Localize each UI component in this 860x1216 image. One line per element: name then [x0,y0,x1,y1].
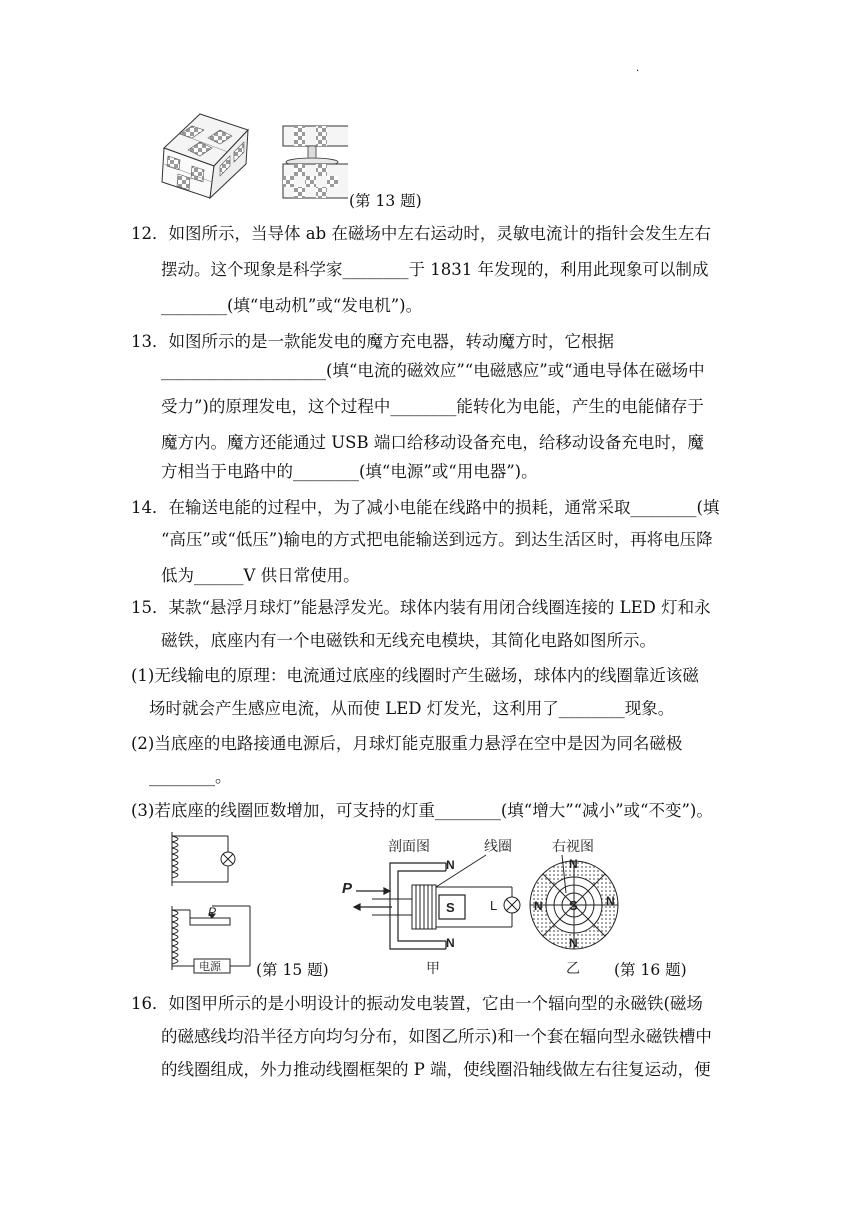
q13-line-4: 魔方内。魔方还能通过 USB 端口给移动设备充电，给移动设备充电时，魔 [161,433,704,452]
corner-mark: · [636,66,640,77]
q16-line-3: 的线圈组成，外力推动线圈框架的 P 端，使线圈沿轴线做左右往复运动，便 [161,1060,711,1079]
fig16-n-right-right: N [606,894,615,908]
q15-sub2-line-1: (2)当底座的电路接通电源后，月球灯能克服重力悬浮在空中是因为同名磁极 [131,734,683,753]
fig16-n-top-right: N [569,857,578,871]
fig15-caption: (第 15 题) [256,961,329,979]
q15-sub2-line-2: ________。 [149,767,232,786]
q12-line-2: 摆动。这个现象是科学家________于 1831 年发现的，利用此现象可以制成 [161,260,709,279]
q13-line-1: 13．如图所示的是一款能发电的魔方充电器，转动魔方时，它根据 [131,332,614,351]
q12-line-3: ________(填“电动机”或“发电机”)。 [161,296,423,315]
fig16-s-section: S [446,900,455,915]
q15-sub1-line-2: 场时就会产生感应电流，从而使 LED 灯发光，这利用了________现象。 [149,699,675,718]
fig16-p-label: P [342,880,353,897]
q15-sub3: (3)若底座的线圈匝数增加，可支持的灯重________(填“增大”“减小”或“不变”)。 [131,801,713,820]
fig16-n-top-left: N [446,858,455,872]
q14-line-2: “高压”或“低压”)输电的方式把电能输送到远方。到达生活区时，再将电压降 [161,530,713,549]
fig16-coil-label: 线圈 [484,838,512,854]
q14-line-3: 低为______V 供日常使用。 [161,566,360,585]
q13-line-2: ____________________(填“电流的磁效应”“电磁感应”或“通电导体在磁场中 [161,361,705,380]
q15-sub1-line-1: (1)无线输电的原理：电流通过底座的线圈时产生磁场，球体内的线圈靠近该磁 [131,666,699,685]
fig16-s-center: S [569,898,578,913]
fig16-right-view-label: 右视图 [552,838,594,854]
fig15-circuit-diagram [168,828,268,978]
fig16-generator-diagram [336,833,636,983]
q13-line-5: 方相当于电路中的________(填“电源”或“用电器”)。 [161,462,538,481]
fig16-caption: (第 16 题) [614,961,687,979]
q13-line-3: 受力”)的原理发电，这个过程中________能转化为电能，产生的电能储存于 [161,397,704,416]
fig16-n-left-right: N [534,899,543,913]
fig13-caption: (第 13 题) [349,192,422,210]
q12-line-1: 12．如图所示，当导体 ab 在磁场中左右运动时，灵敏电流计的指针会发生左右 [131,224,711,243]
fig16-jia-label: 甲 [426,960,440,976]
fig16-section-label: 剖面图 [388,838,430,854]
q15-line-2: 磁铁，底座内有一个电磁铁和无线充电模块，其简化电路如图所示。 [161,631,656,650]
fig15-p-label: P [208,905,217,919]
fig15-power-label: 电源 [199,961,221,973]
fig16-l-label: L [490,898,498,913]
fig15-upper-coil [172,832,235,886]
fig16-n-bottom-left: N [446,936,455,950]
q16-line-2: 的磁感线均沿半径方向均匀分布，如图乙所示)和一个套在辐向型永磁铁槽中 [161,1027,712,1046]
fig16-yi-label: 乙 [566,960,580,976]
q14-line-1: 14．在输送电能的过程中，为了减小电能在线路中的损耗，通常采取________(填 [131,498,720,517]
q16-line-1: 16．如图甲所示的是小明设计的振动发电装置，它由一个辐向型的永磁铁(磁场 [131,994,703,1013]
q15-line-1: 15．某款“悬浮月球灯”能悬浮发光。球体内装有用闭合线圈连接的 LED 灯和永 [131,598,711,617]
fig13-cube-illustration [158,108,348,200]
fig16-n-bottom-right: N [569,936,578,950]
